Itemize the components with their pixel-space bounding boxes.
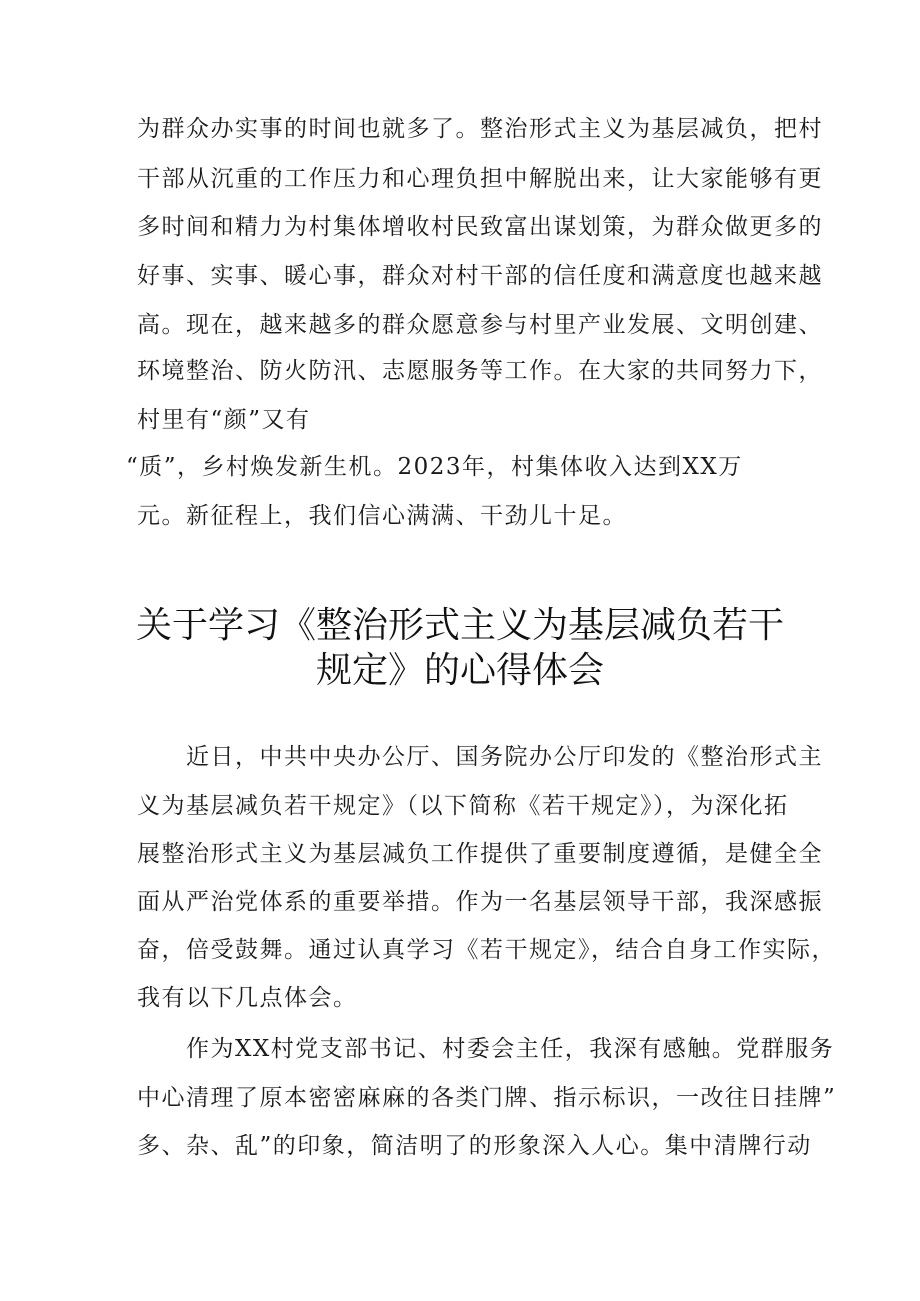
paragraph-line: 近日，中共中央办公厅、国务院办公厅印发的《整治形式主: [186, 744, 823, 770]
paragraph-line: 高。现在，越来越多的群众愿意参与村里产业发展、文明创建、: [137, 312, 823, 338]
paragraph-line: 元。新征程上，我们信心满满、干劲儿十足。: [137, 503, 627, 529]
paragraph-line: 干部从沉重的工作压力和心理负担中解脱出来，让大家能够有更: [137, 166, 823, 192]
paragraph-line: 环境整治、防火防汛、志愿服务等工作。在大家的共同努力下，: [137, 358, 823, 384]
paragraph-line: “质”，乡村焕发新生机。2023年，村集体收入达到XX万: [126, 454, 743, 480]
paragraph-line: 作为XX村党支部书记、村委会主任，我深有感触。党群服务: [186, 1036, 835, 1062]
paragraph-line: 好事、实事、暖心事，群众对村干部的信任度和满意度也越来越: [137, 263, 823, 289]
paragraph-line: 奋，倍受鼓舞。通过认真学习《若干规定》，结合自身工作实际，: [137, 937, 836, 963]
paragraph-line: 村里有“颜”又有: [137, 407, 311, 433]
title-line: 规定》的心得体会: [315, 650, 604, 691]
paragraph-line: 多、杂、乱”的印象，简洁明了的形象深入人心。集中清牌行动: [137, 1133, 812, 1159]
paragraph-line: 展整治形式主义为基层减负工作提供了重要制度遵循，是健全全: [137, 841, 823, 867]
paragraph-line: 我有以下几点体会。: [137, 985, 358, 1011]
paragraph-line: 义为基层减负若干规定》（以下简称《若干规定》），为深化拓: [137, 793, 789, 819]
paragraph-line: 中心清理了原本密密麻麻的各类门牌、指示标识，一改往日挂牌”: [137, 1085, 837, 1111]
paragraph-line: 为群众办实事的时间也就多了。整治形式主义为基层减负，把村: [137, 116, 823, 142]
paragraph-line: 面从严治党体系的重要举措。作为一名基层领导干部，我深感振: [137, 889, 823, 915]
title-line: 关于学习《整治形式主义为基层减负若干: [135, 605, 784, 646]
paragraph-line: 多时间和精力为村集体增收村民致富出谋划策，为群众做更多的: [137, 214, 823, 240]
